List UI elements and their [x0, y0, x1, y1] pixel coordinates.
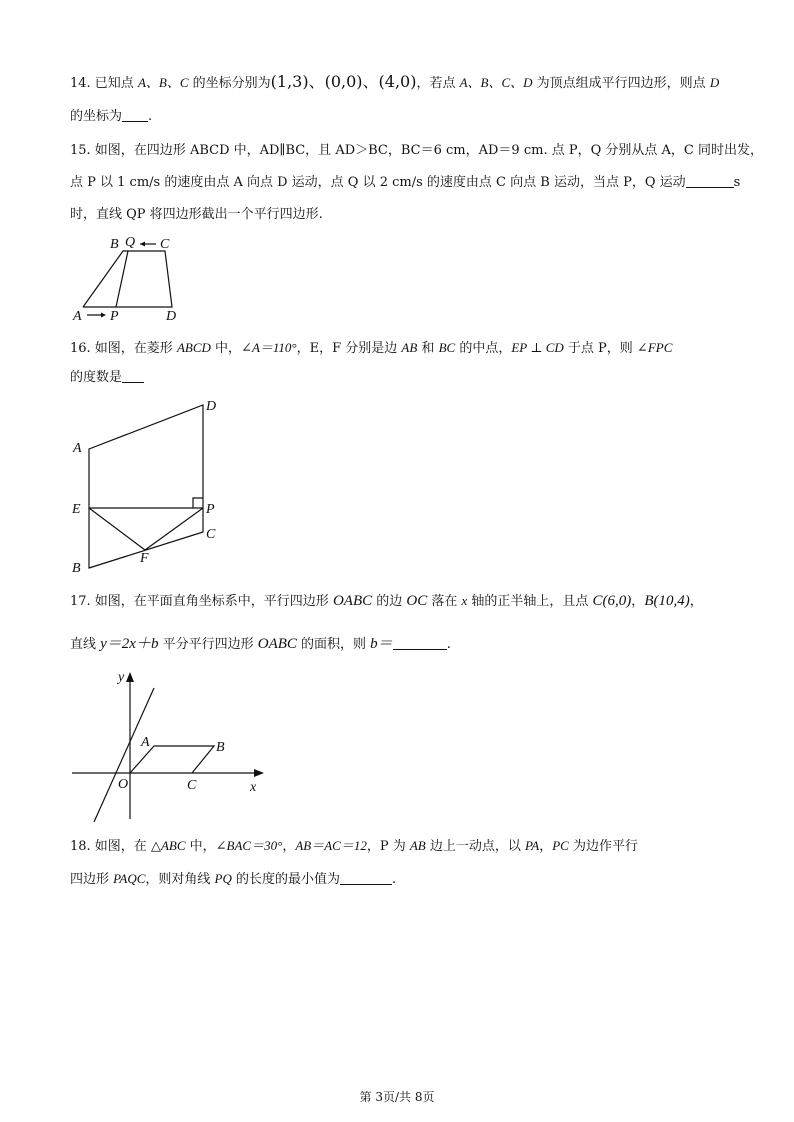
label-A: A [73, 441, 82, 456]
q16-figure [66, 392, 236, 580]
q15-line3: 时，直线 QP 将四边形截出一个平行四边形. [70, 207, 323, 222]
q17-line1: 17. 如图，在平面直角坐标系中，平行四边形 OABC 的边 OC 落在 x 轴的正半轴上，且点 C(6,0)，B(10,4)， [70, 593, 703, 609]
q14-line1: 14. 已知点 A、B、C 的坐标分别为(1,3)、(0,0)、(4,0)，若点 A、B、C、D 为顶点组成平行四边形，则点 D [70, 72, 720, 91]
answer-blank[interactable] [122, 368, 144, 383]
label-A: A [141, 735, 150, 750]
label-Q: Q [125, 235, 136, 250]
q14-line2: 的坐标为 . [70, 109, 153, 124]
q18-line1: 18. 如图，在 △ABC 中，∠BAC＝30°，AB＝AC＝12，P 为 AB 边上一动点，以 PA，PC 为边作平行 [70, 838, 638, 854]
label-B: B [110, 237, 119, 252]
label-C: C [206, 527, 216, 542]
label-B: B [216, 740, 225, 755]
q15-line1: 15. 如图，在四边形 ABCD 中，AD∥BC，且 AD＞BC，BC＝6 cm，AD＝9 cm. 点 P，Q 分别从点 A，C 同时出发， [70, 143, 763, 158]
label-O: O [118, 777, 129, 792]
label-D: D [166, 309, 177, 324]
answer-blank[interactable] [686, 173, 734, 188]
label-B: B [72, 561, 81, 576]
page-footer: 第 3页/共 8页 [359, 1090, 435, 1104]
answer-blank[interactable] [393, 635, 447, 650]
q16-line2: 的度数是 [70, 368, 144, 388]
q17-line2: 直线 y＝2x＋b 平分平行四边形 OABC 的面积，则 b＝ . [70, 636, 451, 652]
label-P: P [110, 309, 119, 324]
label-E: E [72, 502, 81, 517]
q15-line2: 点 P 以 1 cm/s 的速度由点 A 向点 D 运动，点 Q 以 2 cm/s 的速度由点 C 向点 B 运动，当点 P，Q 运动 s [70, 175, 741, 190]
label-x: x [250, 780, 257, 795]
label-C: C [160, 237, 170, 252]
q15-figure [68, 232, 188, 324]
answer-blank[interactable] [340, 870, 392, 885]
label-F: F [140, 551, 149, 566]
label-D: D [206, 399, 217, 414]
label-A: A [73, 309, 82, 324]
label-y: y [118, 670, 125, 685]
q16-line1: 16. 如图，在菱形 ABCD 中，∠A＝110°，E，F 分别是边 AB 和 BC 的中点，EP ⊥ CD 于点 P，则 ∠FPC [70, 340, 673, 356]
label-C: C [187, 778, 197, 793]
q17-figure [66, 664, 276, 824]
label-P: P [206, 502, 215, 517]
q18-line2: 四边形 PAQC，则对角线 PQ 的长度的最小值为 . [70, 871, 397, 887]
answer-blank[interactable] [122, 107, 148, 122]
